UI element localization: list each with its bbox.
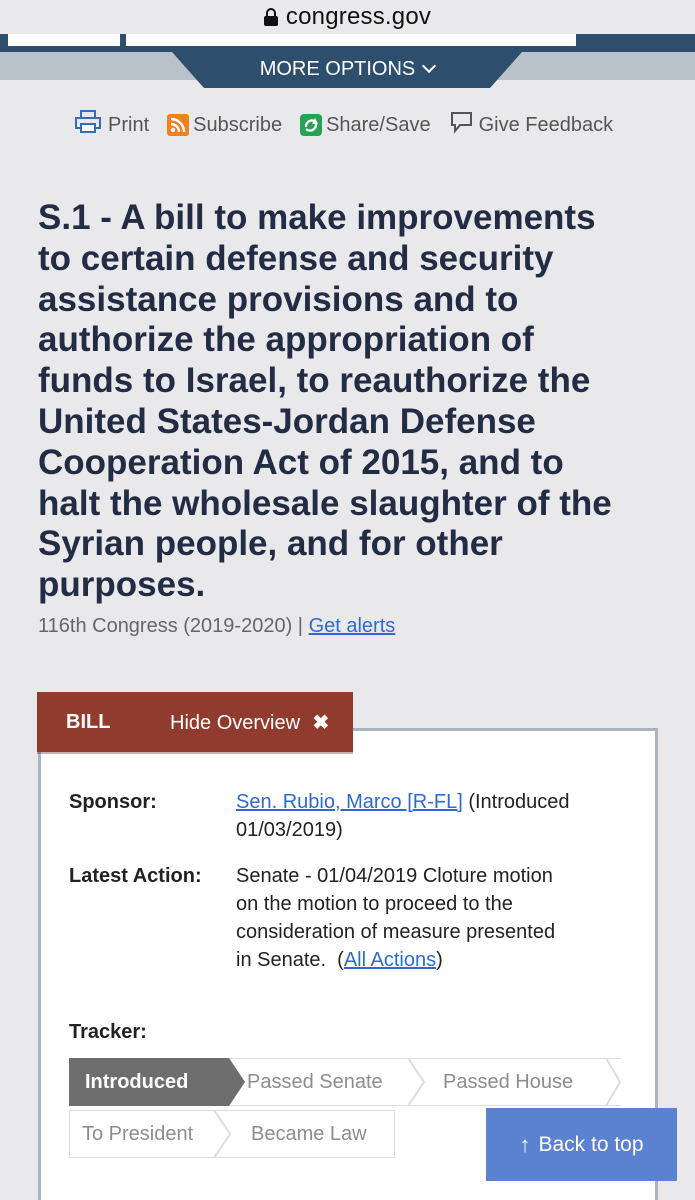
bill-title <box>38 198 658 606</box>
nav-select-box[interactable] <box>8 34 120 46</box>
bill-title-line: assistance provisions and to <box>38 279 519 319</box>
latest-action-line: Senate - 01/04/2019 Cloture motion <box>236 865 553 887</box>
page-tools <box>74 110 631 140</box>
back-to-top-button[interactable] <box>486 1108 677 1181</box>
bill-title-line: purposes. <box>38 565 206 605</box>
congress-session <box>38 615 395 638</box>
tracker-step-became-law <box>251 1110 391 1158</box>
lock-icon <box>264 8 278 26</box>
tracker-divider <box>404 1058 426 1106</box>
tracker-step-label: Passed Senate <box>247 1070 383 1093</box>
give-feedback-button[interactable] <box>449 110 614 140</box>
url-bar[interactable] <box>0 0 695 34</box>
print-label: Print <box>108 113 150 136</box>
bill-title-line: Cooperation Act of 2015, and to <box>38 442 564 482</box>
more-options-label: MORE OPTIONS <box>259 57 416 80</box>
latest-action-value <box>236 862 611 974</box>
bill-title-line: Syrian people, and for other <box>38 524 503 564</box>
sponsor-value <box>236 788 611 844</box>
arrow-up-icon: ↑ <box>519 1131 531 1157</box>
tracker-step-label: Became Law <box>251 1122 367 1145</box>
bill-title-line: funds to Israel, to reauthorize the <box>38 361 591 401</box>
tracker-step-introduced <box>69 1058 229 1106</box>
back-to-top-label: Back to top <box>538 1132 644 1156</box>
bill-tab-label: BILL <box>66 710 111 733</box>
url-domain: congress.gov <box>285 3 432 30</box>
close-paren: ) <box>436 949 443 971</box>
close-icon: ✖ <box>312 711 330 734</box>
give-feedback-label: Give Feedback <box>478 113 614 136</box>
bill-title-line: United States-Jordan Defense <box>38 401 536 441</box>
site-nav-bar <box>0 34 695 52</box>
share-icon <box>300 114 322 136</box>
nav-search-box[interactable] <box>126 34 576 46</box>
tracker-step-label: Passed House <box>443 1070 574 1093</box>
speech-bubble-icon <box>449 110 475 140</box>
tracker-active-arrow <box>229 1058 245 1106</box>
all-actions-link[interactable]: All Actions <box>343 949 437 971</box>
bill-title-line: S.1 - A bill to make improvements <box>38 198 596 237</box>
bill-title-line: authorize the appropriation of <box>38 320 534 360</box>
hide-overview-label: Hide Overview <box>170 711 301 734</box>
tracker-divider <box>210 1110 232 1158</box>
tracker-label: Tracker: <box>69 1021 147 1043</box>
introduced-date: 01/03/2019) <box>236 819 343 841</box>
latest-action-line: consideration of measure presented <box>236 921 556 943</box>
bill-title-line: to certain defense and security <box>38 238 554 278</box>
printer-icon <box>74 110 104 140</box>
share-save-button[interactable] <box>300 114 431 137</box>
hide-overview-button[interactable] <box>170 710 329 735</box>
latest-action-line-last <box>236 946 611 974</box>
tracker-step-passed-house <box>443 1058 613 1106</box>
share-save-label: Share/Save <box>326 113 431 136</box>
subscribe-label: Subscribe <box>193 113 283 136</box>
more-options-button[interactable] <box>172 52 522 88</box>
congress-text: 116th Congress (2019-2020) | <box>38 615 303 637</box>
print-button[interactable] <box>74 110 149 140</box>
bill-title-line: halt the wholesale slaughter of the <box>38 483 612 523</box>
latest-action-label: Latest Action: <box>69 865 202 887</box>
latest-action-line: in Senate. ( <box>236 949 344 971</box>
chevron-down-icon <box>422 58 436 72</box>
overview-tab <box>37 692 353 752</box>
tracker-divider <box>602 1058 624 1106</box>
tracker-step-label: To President <box>82 1122 194 1145</box>
rss-icon <box>167 114 189 136</box>
tracker-step-to-president <box>82 1110 222 1158</box>
tracker-step-label: Introduced <box>85 1070 189 1093</box>
sponsor-link[interactable]: Sen. Rubio, Marco [R-FL] <box>236 791 463 813</box>
subscribe-button[interactable] <box>167 114 282 137</box>
get-alerts-link[interactable]: Get alerts <box>308 615 396 637</box>
sponsor-label: Sponsor: <box>69 791 157 813</box>
introduced-text: (Introduced <box>468 791 570 813</box>
tracker-step-passed-senate <box>247 1058 417 1106</box>
latest-action-line: on the motion to proceed to the <box>236 893 513 915</box>
